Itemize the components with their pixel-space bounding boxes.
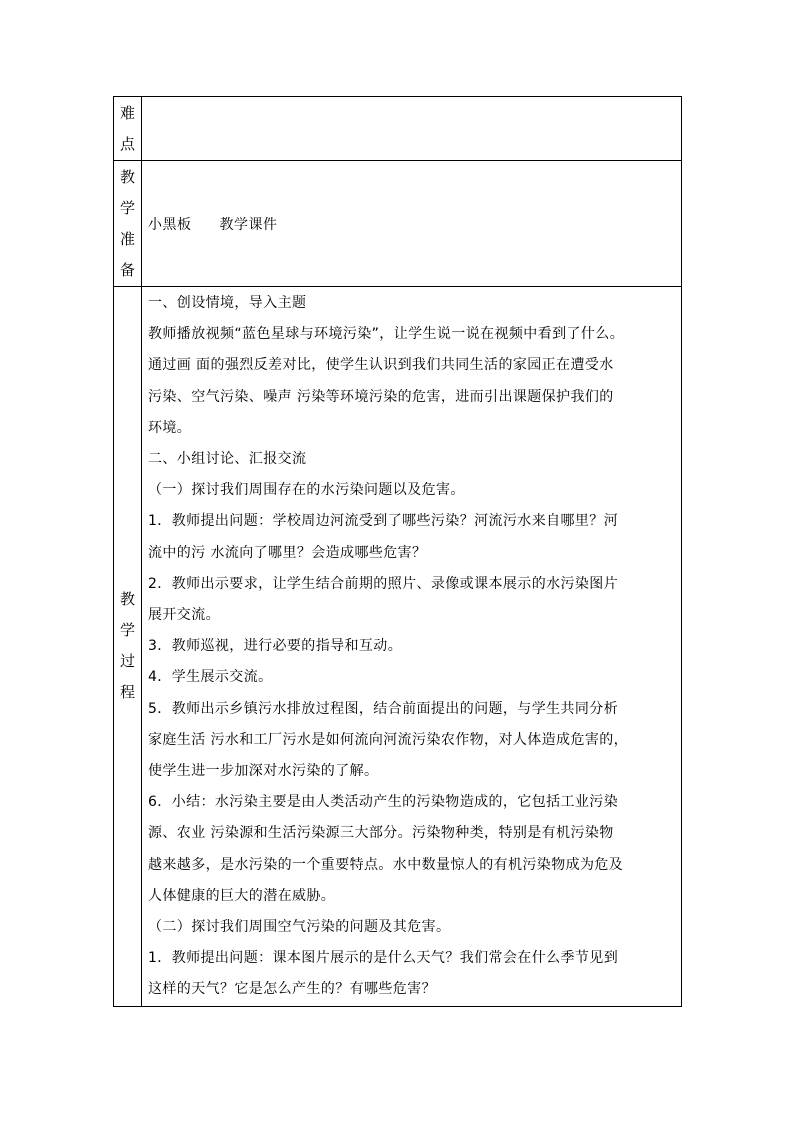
label-char: 过 bbox=[119, 652, 135, 671]
preparation-label bbox=[114, 161, 142, 287]
label-char: 教 bbox=[119, 167, 135, 186]
process-heading: 二、小组讨论、汇报交流 bbox=[148, 451, 307, 468]
process-line: 越来越多，是水污染的一个重要特点。水中数量惊人的有机污染物成为危及 bbox=[148, 856, 624, 873]
process-line: 通过画 面的强烈反差对比，使学生认识到我们共同生活的家园正在遭受水 bbox=[148, 357, 614, 374]
label-char: 备 bbox=[119, 260, 135, 279]
lesson-plan-table bbox=[113, 96, 682, 1007]
label-char: 程 bbox=[119, 683, 135, 702]
preparation-item: 教学课件 bbox=[219, 216, 278, 233]
difficulty-label bbox=[114, 97, 142, 161]
process-line: 5．教师出示乡镇污水排放过程图，结合前面提出的问题，与学生共同分析 bbox=[148, 700, 619, 717]
process-line: 源、农业 污染源和生活污染源三大部分。污染物种类，特别是有机污染物 bbox=[148, 825, 614, 842]
process-row bbox=[114, 287, 682, 1007]
process-line: 6．小结：水污染主要是由人类活动产生的污染物造成的，它包括工业污染 bbox=[148, 794, 619, 811]
preparation-row bbox=[114, 161, 682, 287]
difficulty-content bbox=[142, 97, 682, 161]
process-line: 家庭生活 污水和工厂污水是如何流向河流污染农作物，对人体造成危害的， bbox=[148, 731, 629, 748]
process-line: 污染、空气污染、噪声 污染等环境污染的危害，进而引出课题保护我们的 bbox=[148, 388, 614, 405]
difficulty-row bbox=[114, 97, 682, 161]
process-line: 1．教师提出问题：课本图片展示的是什么天气？我们常会在什么季节见到 bbox=[148, 950, 619, 967]
process-line: 展开交流。 bbox=[148, 607, 220, 624]
label-char: 准 bbox=[119, 229, 135, 248]
preparation-item: 小黑板 bbox=[148, 216, 192, 233]
process-line: 使学生进一步加深对水污染的了解。 bbox=[148, 763, 379, 780]
label-char: 教 bbox=[119, 590, 135, 609]
process-content bbox=[142, 287, 682, 1007]
process-line: 3．教师巡视，进行必要的指导和互动。 bbox=[148, 638, 403, 655]
preparation-content bbox=[142, 161, 682, 287]
process-line: 教师播放视频“蓝色星球与环境污染”，让学生说一说在视频中看到了什么。 bbox=[148, 326, 625, 343]
process-heading: 一、创设情境，导入主题 bbox=[148, 295, 307, 311]
process-line: 环境。 bbox=[148, 419, 192, 436]
preparation-items bbox=[148, 214, 675, 234]
process-subheading: （二）探讨我们周围空气污染的问题及其危害。 bbox=[148, 919, 451, 936]
process-body bbox=[148, 288, 675, 1006]
label-char: 学 bbox=[119, 198, 135, 217]
process-line: 流中的污 水流向了哪里？会造成哪些危害？ bbox=[148, 544, 427, 561]
process-line: 2．教师出示要求，让学生结合前期的照片、录像或课本展示的水污染图片 bbox=[148, 575, 619, 592]
label-char: 点 bbox=[119, 134, 135, 153]
process-subheading: （一）探讨我们周围存在的水污染问题以及危害。 bbox=[148, 482, 465, 499]
label-char: 学 bbox=[119, 621, 135, 640]
process-line: 4．学生展示交流。 bbox=[148, 669, 273, 686]
label-char: 难 bbox=[119, 103, 135, 122]
process-line: 1．教师提出问题：学校周边河流受到了哪些污染？河流污水来自哪里？河 bbox=[148, 513, 619, 530]
process-label bbox=[114, 287, 142, 1007]
process-line: 人体健康的巨大的潜在威胁。 bbox=[148, 887, 336, 904]
process-line: 这样的天气？它是怎么产生的？有哪些危害？ bbox=[148, 981, 436, 998]
